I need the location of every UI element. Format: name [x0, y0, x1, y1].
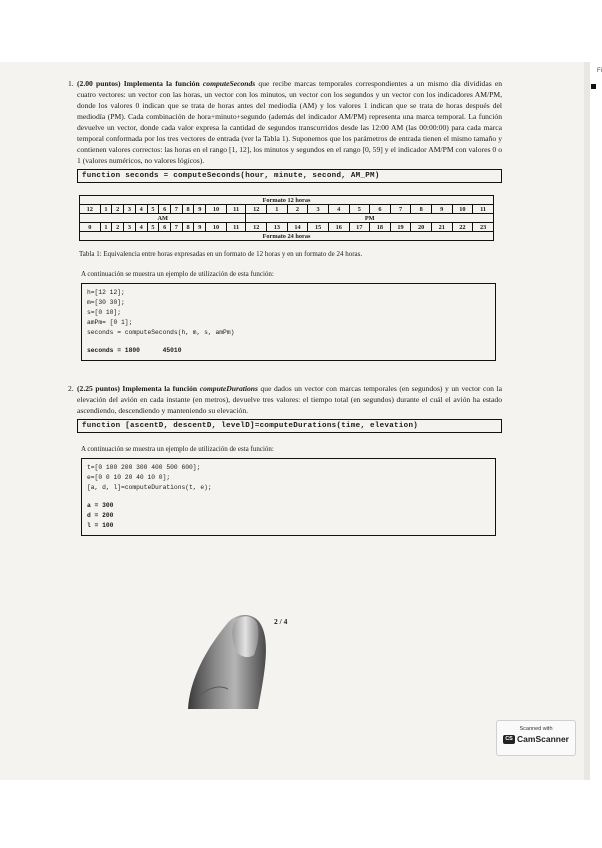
table-cell: 13: [267, 223, 288, 232]
table-caption: Tabla 1: Equivalencia entre horas expresadas en un formato de 12 horas y en un formato de 24 horas.: [79, 250, 363, 258]
question-2: [68, 383, 502, 536]
table-cell: 8: [411, 205, 432, 214]
code-line: seconds = computeSeconds(h, m, s, amPm): [87, 329, 235, 336]
question-2-number: 2.: [68, 384, 74, 393]
question-2-function-name: computeDurations: [199, 384, 258, 393]
result-label: seconds = 1800: [87, 347, 140, 354]
table-header-12h: Formato 12 horas: [80, 196, 494, 205]
table-cell: 10: [452, 205, 473, 214]
table-cell: 4: [328, 205, 349, 214]
table-cell: 23: [473, 223, 494, 232]
table-cell: 8: [182, 205, 194, 214]
example-code: [87, 288, 490, 338]
table-cell: 1: [267, 205, 288, 214]
table-cell: 1: [100, 205, 112, 214]
table-cell: 11: [226, 223, 246, 232]
table-cell: 5: [147, 223, 159, 232]
table-cell: 10: [206, 223, 227, 232]
question-2-text: [68, 383, 502, 416]
table-cell: 7: [171, 223, 183, 232]
code-line: amPm= [0 1];: [87, 319, 133, 326]
table-cell: 5: [349, 205, 370, 214]
question-1-body: que recibe marcas temporales correspondientes a un mismo día divididas en cuatro vectores: un vector con las horas, un vector con los minutos, un vector con los segundos y un vector con los indicadores AM/PM, donde los valores 0 indican que se trata de horas antes del mediodía (AM) y los valores 1 indican que se trata de horas después del mediodía (PM). Cada combinación de hora+minuto+segundo (además del indicador AM/PM) representa una marca temporal. La función devuelve un vector, donde cada valor expresa la cantidad de segundos transcurridos desde las 12:00 AM (las 00:00:00) para cada marca temporal conformada por los tres vectores de entrada (ver la Tabla 1). Suponemos que los parámetros de entrada tienen el mismo tamaño y contienen valores correctos: las horas en el rango [1, 12], los minutos y segundos en el rango [0, 59] y el indicador AM/PM con valores 0 o 1 (valores numéricos, no valores lógicos).: [77, 79, 503, 165]
table-pm-label: PM: [246, 214, 494, 223]
table-cell: 17: [349, 223, 370, 232]
table-cell: 6: [159, 205, 171, 214]
code-line: l = 100: [87, 522, 114, 529]
table-cell: 15: [308, 223, 329, 232]
table-cell: 9: [194, 223, 206, 232]
camscanner-watermark: [496, 720, 576, 756]
watermark-caption: Scanned with: [519, 726, 553, 732]
table-cell: 3: [308, 205, 329, 214]
table-cell: 14: [287, 223, 308, 232]
table-cell: 6: [159, 223, 171, 232]
table-cell: 9: [431, 205, 452, 214]
question-1-signature: function seconds = computeSeconds(hour, minute, second, AM_PM): [77, 169, 502, 183]
question-2-points: (2.25 puntos): [77, 384, 120, 393]
table-cell: 4: [135, 223, 147, 232]
question-1-lead: Implementa la función: [123, 79, 200, 88]
table-cell: 20: [411, 223, 432, 232]
question-1-text: [68, 78, 503, 166]
table-cell: 1: [100, 223, 112, 232]
table-cell: 21: [431, 223, 452, 232]
question-2-body: que dados un vector con marcas temporales (en segundos) y un vector con la elevación del avión en cada instante (en metros), devuelve tres valores: el tiempo total (en segundos) durante el cuál el avión ha estado ascendiendo, descendiendo y manteniendo su elevación.: [77, 384, 502, 415]
table-cell: 8: [182, 223, 194, 232]
table-cell: 9: [194, 205, 206, 214]
table-cell: 5: [147, 205, 159, 214]
table-cell: 22: [452, 223, 473, 232]
table-cell: 2: [112, 205, 124, 214]
table-cell: 3: [124, 205, 136, 214]
question-1-function-name: computeSeconds: [202, 79, 256, 88]
table-cell: 19: [390, 223, 411, 232]
table-row-24h: [80, 223, 494, 232]
table-am-label: AM: [80, 214, 246, 223]
code-line: a = 300: [87, 502, 114, 509]
scanned-page: [0, 62, 602, 780]
table-cell: 11: [226, 205, 246, 214]
code-line: s=[0 10];: [87, 309, 122, 316]
table-cell: 7: [171, 205, 183, 214]
table-cell: 2: [112, 223, 124, 232]
table-cell: 3: [124, 223, 136, 232]
table-cell: 18: [370, 223, 391, 232]
code-line: h=[12 12];: [87, 289, 125, 296]
question-2-signature: function [ascentD, descentD, levelD]=computeDurations(time, elevation): [77, 419, 502, 433]
table-cell: 12: [80, 205, 101, 214]
question-1-number: 1.: [68, 79, 74, 88]
hours-table: [79, 195, 494, 241]
example-code: [87, 463, 490, 493]
table-row-12h: [80, 205, 494, 214]
watermark-brand: CamScanner: [517, 734, 569, 744]
question-1: [68, 78, 503, 361]
example-results: [87, 501, 490, 531]
code-line: m=[30 30];: [87, 299, 125, 306]
code-line: e=[0 0 10 20 40 10 0];: [87, 474, 171, 481]
example-result: [87, 346, 490, 356]
table-header-24h: Formato 24 horas: [80, 232, 494, 241]
margin-text: Fi: [597, 68, 602, 74]
table-cell: 7: [390, 205, 411, 214]
question-1-example-intro: A continuación se muestra un ejemplo de utilización de esta función:: [81, 270, 274, 278]
code-line: [a, d, l]=computeDurations(t, e);: [87, 484, 212, 491]
question-2-example: [81, 458, 496, 536]
question-2-lead: Implementa la función: [122, 384, 198, 393]
question-1-points: (2.00 puntos): [77, 79, 121, 88]
question-2-example-intro: A continuación se muestra un ejemplo de utilización de esta función:: [81, 445, 274, 453]
table-cell: 12: [246, 205, 267, 214]
thumb-photo: [168, 597, 278, 709]
table-cell: 11: [473, 205, 494, 214]
table-cell: 16: [328, 223, 349, 232]
page-number: 2 / 4: [274, 617, 288, 626]
result-value: 45010: [162, 347, 182, 354]
table-cell: 12: [246, 223, 267, 232]
code-line: d = 200: [87, 512, 114, 519]
table-cell: 0: [80, 223, 101, 232]
table-cell: 10: [206, 205, 227, 214]
table-cell: 6: [370, 205, 391, 214]
table-cell: 2: [287, 205, 308, 214]
code-line: t=[0 100 200 300 400 500 600];: [87, 464, 201, 471]
question-1-example: [81, 283, 496, 361]
margin-mark: [591, 84, 596, 89]
page-content: [68, 78, 503, 536]
table-cell: 4: [135, 205, 147, 214]
camscanner-logo-icon: CS: [503, 735, 515, 744]
